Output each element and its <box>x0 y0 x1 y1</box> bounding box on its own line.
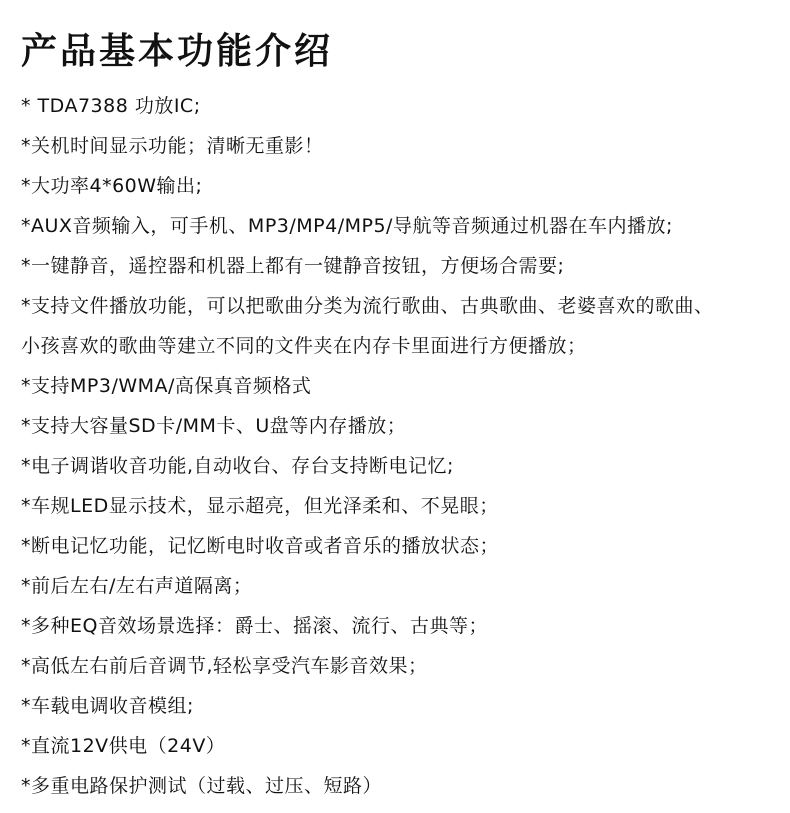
feature-line: * TDA7388 功放IC; <box>21 95 201 117</box>
feature-line: *前后左右/左右声道隔离； <box>21 575 253 597</box>
feature-line: *高低左右前后音调节,轻松享受汽车影音效果； <box>21 655 428 677</box>
feature-line: *电子调谐收音功能,自动收台、存台支持断电记忆; <box>21 455 454 477</box>
feature-line: *多重电路保护测试（过载、过压、短路） <box>21 775 383 797</box>
page-title: 产品基本功能介绍 <box>21 31 334 72</box>
feature-line: 小孩喜欢的歌曲等建立不同的文件夹在内存卡里面进行方便播放； <box>21 335 587 357</box>
feature-line: *支持文件播放功能，可以把歌曲分类为流行歌曲、古典歌曲、老婆喜欢的歌曲、 <box>21 295 714 317</box>
feature-line: *直流12V供电（24V） <box>21 735 226 757</box>
feature-line: *支持MP3/WMA/高保真音频格式 <box>21 375 312 397</box>
feature-line: *关机时间显示功能；清晰无重影！ <box>21 135 324 157</box>
feature-list <box>21 86 781 806</box>
feature-line: *车载电调收音模组; <box>21 695 194 717</box>
feature-line: *多种EQ音效场景选择：爵士、摇滚、流行、古典等； <box>21 615 488 637</box>
feature-line: *AUX音频输入，可手机、MP3/MP4/MP5/导航等音频通过机器在车内播放; <box>21 215 673 237</box>
feature-line: *断电记忆功能，记忆断电时收音或者音乐的播放状态； <box>21 535 500 557</box>
feature-line: *大功率4*60W输出; <box>21 175 203 197</box>
feature-line: *车规LED显示技术，显示超亮，但光泽柔和、不晃眼； <box>21 495 499 517</box>
feature-line: *一键静音，遥控器和机器上都有一键静音按钮，方便场合需要; <box>21 255 565 277</box>
feature-line: *支持大容量SD卡/MM卡、U盘等内存播放； <box>21 415 407 437</box>
